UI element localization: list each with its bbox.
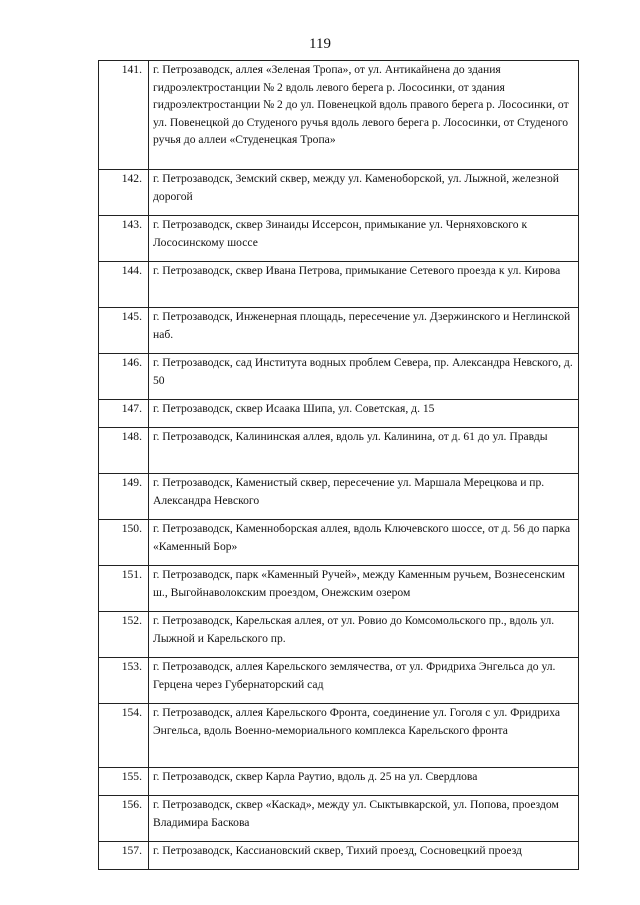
row-number: 152. xyxy=(99,612,149,658)
row-number: 151. xyxy=(99,566,149,612)
page-number: 119 xyxy=(309,36,331,52)
row-description: г. Петрозаводск, Земский сквер, между ул. Каменоборской, ул. Лыжной, железной дорогой xyxy=(149,170,579,216)
row-number: 153. xyxy=(99,658,149,704)
table-row xyxy=(99,520,579,566)
table-row xyxy=(99,428,579,474)
table-row xyxy=(99,658,579,704)
table-row xyxy=(99,842,579,870)
table-row xyxy=(99,61,579,170)
row-description: г. Петрозаводск, аллея Карельского землячества, от ул. Фридриха Энгельса до ул. Герцена через Губернаторский сад xyxy=(149,658,579,704)
row-number: 147. xyxy=(99,400,149,428)
registry-table-body xyxy=(99,61,579,870)
table-row xyxy=(99,796,579,842)
row-number: 142. xyxy=(99,170,149,216)
row-number: 155. xyxy=(99,768,149,796)
row-description: г. Петрозаводск, Калининская аллея, вдоль ул. Калинина, от д. 61 до ул. Правды xyxy=(149,428,579,474)
row-description: г. Петрозаводск, сквер Зинаиды Иссерсон, примыкание ул. Черняховского к Лососинскому шоссе xyxy=(149,216,579,262)
row-number: 148. xyxy=(99,428,149,474)
row-number: 156. xyxy=(99,796,149,842)
row-description: г. Петрозаводск, сквер Ивана Петрова, примыкание Сетевого проезда к ул. Кирова xyxy=(149,262,579,308)
row-number: 143. xyxy=(99,216,149,262)
registry-table xyxy=(98,60,579,870)
table-row xyxy=(99,400,579,428)
table-row xyxy=(99,704,579,768)
row-description: г. Петрозаводск, аллея «Зеленая Тропа», от ул. Антикайнена до здания гидроэлектростанции № 2 вдоль левого берега р. Лососинки, от здания гидроэлектростанции № 2 до ул. Повенецкой вдоль правого берега р. Лососинки, от ул. Повенецкой до Студеного ручья вдоль левого берега р. Лососинки, от Студеного ручья до аллеи «Студенецкая Тропа» xyxy=(149,61,579,170)
row-number: 141. xyxy=(99,61,149,170)
row-description: г. Петрозаводск, Инженерная площадь, пересечение ул. Дзержинского и Неглинской наб. xyxy=(149,308,579,354)
row-number: 157. xyxy=(99,842,149,870)
table-row xyxy=(99,308,579,354)
table-row xyxy=(99,170,579,216)
row-description: г. Петрозаводск, сквер Исаака Шипа, ул. Советская, д. 15 xyxy=(149,400,579,428)
row-number: 145. xyxy=(99,308,149,354)
table-row xyxy=(99,612,579,658)
row-description: г. Петрозаводск, сквер «Каскад», между ул. Сыктывкарской, ул. Попова, проездом Владимира Баскова xyxy=(149,796,579,842)
table-row xyxy=(99,768,579,796)
row-number: 144. xyxy=(99,262,149,308)
row-description: г. Петрозаводск, сквер Карла Раутио, вдоль д. 25 на ул. Свердлова xyxy=(149,768,579,796)
table-row xyxy=(99,216,579,262)
row-description: г. Петрозаводск, Кассиановский сквер, Тихий проезд, Сосновецкий проезд xyxy=(149,842,579,870)
row-description: г. Петрозаводск, сад Института водных проблем Севера, пр. Александра Невского, д. 50 xyxy=(149,354,579,400)
row-number: 146. xyxy=(99,354,149,400)
row-description: г. Петрозаводск, Каменистый сквер, пересечение ул. Маршала Мерецкова и пр. Александра Невского xyxy=(149,474,579,520)
table-row xyxy=(99,354,579,400)
row-description: г. Петрозаводск, аллея Карельского Фронта, соединение ул. Гоголя с ул. Фридриха Энгельса, вдоль Военно-мемориального комплекса Карельского фронта xyxy=(149,704,579,768)
row-description: г. Петрозаводск, парк «Каменный Ручей», между Каменным ручьем, Вознесенским ш., Выгойнаволокским проездом, Онежским озером xyxy=(149,566,579,612)
table-row xyxy=(99,262,579,308)
row-number: 154. xyxy=(99,704,149,768)
table-row xyxy=(99,474,579,520)
row-number: 150. xyxy=(99,520,149,566)
row-number: 149. xyxy=(99,474,149,520)
row-description: г. Петрозаводск, Карельская аллея, от ул. Ровио до Комсомольского пр., вдоль ул. Лыжной и Карельского пр. xyxy=(149,612,579,658)
row-description: г. Петрозаводск, Каменноборская аллея, вдоль Ключевского шоссе, от д. 56 до парка «Каменный Бор» xyxy=(149,520,579,566)
table-row xyxy=(99,566,579,612)
